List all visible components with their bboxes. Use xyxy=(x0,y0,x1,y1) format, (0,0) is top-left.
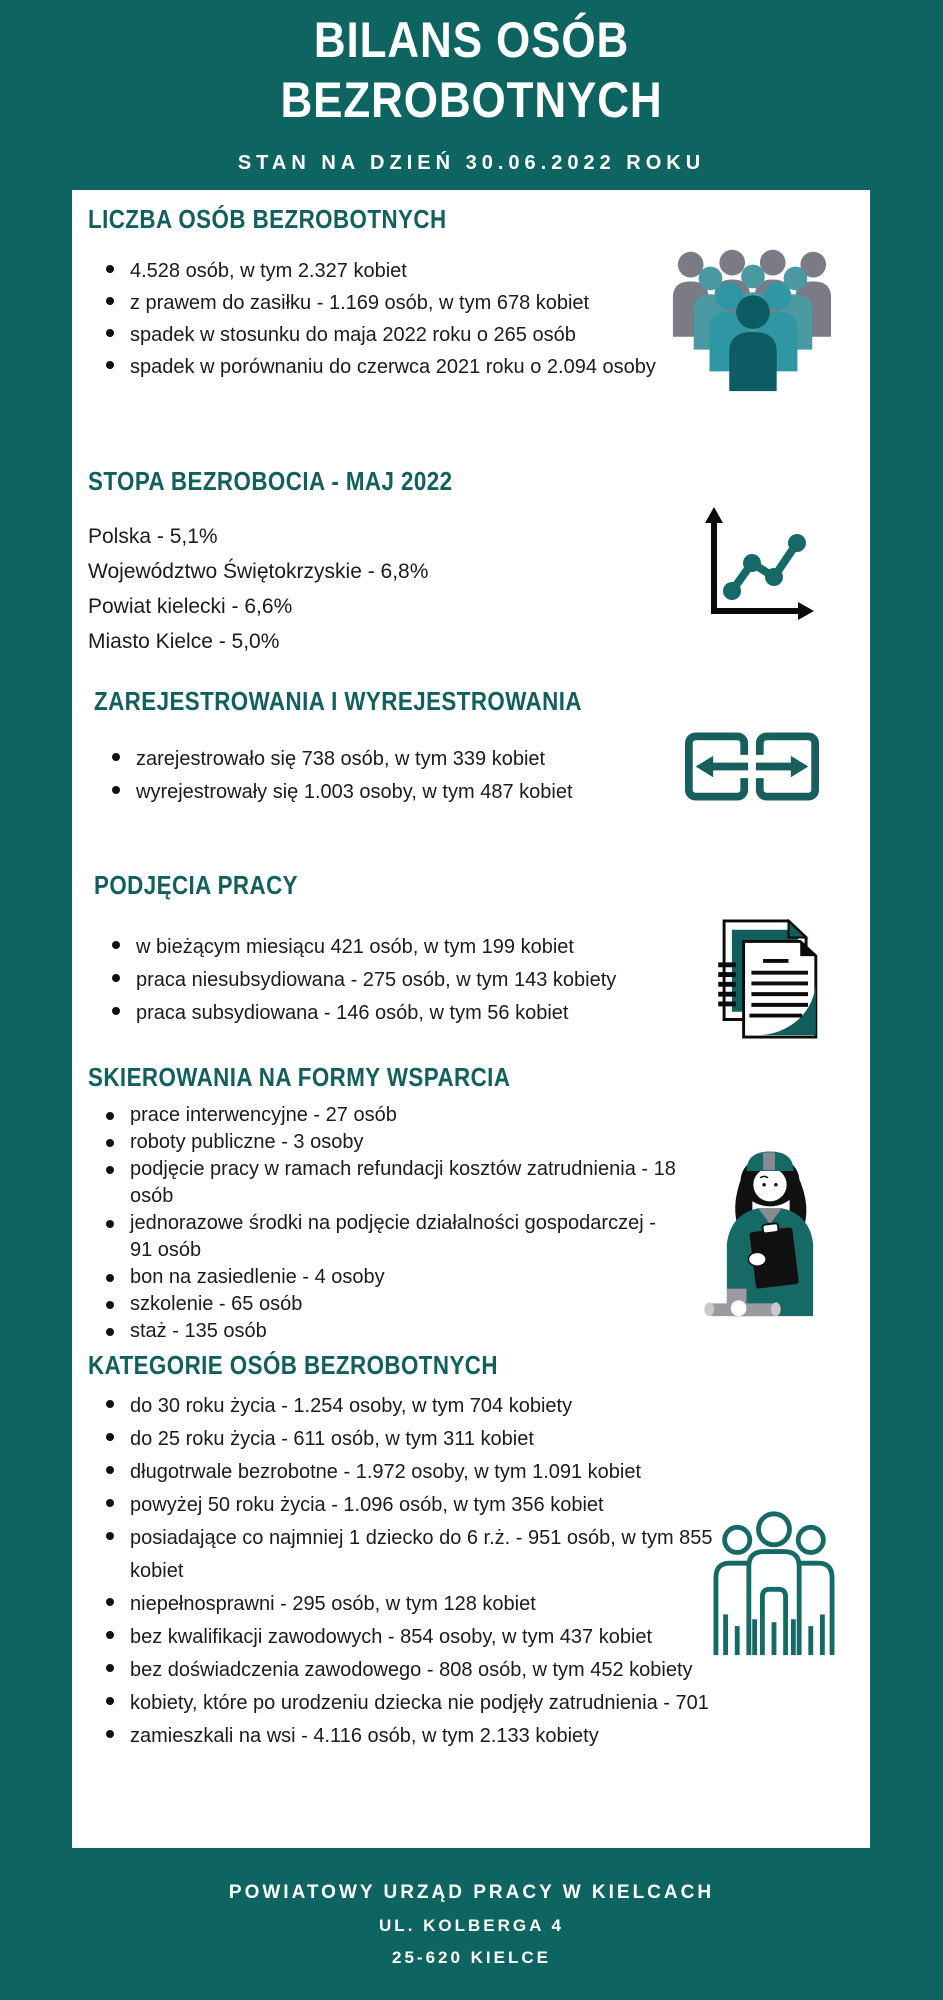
section-liczba-osob xyxy=(88,204,688,383)
team-outline-icon xyxy=(706,1508,842,1658)
header xyxy=(0,0,943,175)
list-item: szkolenie - 65 osób xyxy=(88,1291,678,1318)
list-item: bez doświadczenia zawodowego - 808 osób, w tym 452 kobiety xyxy=(88,1654,736,1687)
page-title-line2: BEZROBOTNYCH xyxy=(280,72,663,128)
list-item: do 25 roku życia - 611 osób, w tym 311 kobiet xyxy=(88,1423,736,1456)
stat-line: Województwo Świętokrzyskie - 6,8% xyxy=(88,560,429,583)
section-title: LICZBA OSÓB BEZROBOTNYCH xyxy=(88,204,447,234)
list-item: do 30 roku życia - 1.254 osoby, w tym 704 kobiety xyxy=(88,1390,736,1423)
list-item: powyżej 50 roku życia - 1.096 osób, w tym 356 kobiet xyxy=(88,1489,736,1522)
documents-icon xyxy=(714,918,822,1040)
stat-line: Powiat kielecki - 6,6% xyxy=(88,595,293,618)
list-item: z prawem do zasiłku - 1.169 osób, w tym 678 kobiet xyxy=(88,287,688,319)
list-item: jednorazowe środki na podjęcie działalności gospodarczej - 91 osób xyxy=(88,1210,678,1264)
list-item: spadek w stosunku do maja 2022 roku o 265 osób xyxy=(88,319,688,351)
list-item: roboty publiczne - 3 osoby xyxy=(88,1129,678,1156)
footer-org-name: POWIATOWY URZĄD PRACY W KIELCACH xyxy=(228,1882,715,1903)
line-chart-icon xyxy=(694,505,816,627)
section-title: KATEGORIE OSÓB BEZROBOTNYCH xyxy=(88,1350,498,1380)
page-title xyxy=(57,10,887,130)
list-item: kobiety, które po urodzeniu dziecka nie podjęły zatrudnienia - 701 xyxy=(88,1687,736,1720)
content-card xyxy=(72,190,870,1848)
list-item: w bieżącym miesiącu 421 osób, w tym 199 kobiet xyxy=(94,931,704,964)
list-item: wyrejestrowały się 1.003 osoby, w tym 487 kobiet xyxy=(94,776,704,809)
section-stopa-bezrobocia xyxy=(88,466,688,659)
list-item: staż - 135 osób xyxy=(88,1318,678,1345)
stat-lines xyxy=(88,519,688,659)
bullet-list xyxy=(94,743,704,809)
list-item: praca niesubsydiowana - 275 osób, w tym 143 kobiety xyxy=(94,964,704,997)
list-item: praca subsydiowana - 146 osób, w tym 56 kobiet xyxy=(94,997,704,1030)
section-title: STOPA BEZROBOCIA - MAJ 2022 xyxy=(88,466,453,496)
list-item: zamieszkali na wsi - 4.116 osób, w tym 2.133 kobiety xyxy=(88,1720,736,1753)
bullet-list xyxy=(94,931,704,1030)
list-item: spadek w porównaniu do czerwca 2021 roku o 2.094 osoby xyxy=(88,351,688,383)
page-subtitle: STAN NA DZIEŃ 30.06.2022 ROKU xyxy=(237,152,706,174)
page-title-line1: BILANS OSÓB xyxy=(313,12,630,68)
stat-line: Polska - 5,1% xyxy=(88,525,218,548)
bullet-list xyxy=(88,255,688,383)
list-item: bon na zasiedlenie - 4 osoby xyxy=(88,1264,678,1291)
list-item: zarejestrowało się 738 osób, w tym 339 kobiet xyxy=(94,743,704,776)
section-kategorie xyxy=(88,1350,736,1753)
section-title: ZAREJESTROWANIA I WYREJESTROWANIA xyxy=(94,686,582,716)
footer-street: UL. KOLBERGA 4 xyxy=(379,1916,564,1935)
list-item: posiadające co najmniej 1 dziecko do 6 r.ż. - 951 osób, w tym 855 kobiet xyxy=(88,1522,736,1588)
section-title: PODJĘCIA PRACY xyxy=(94,870,298,900)
list-item: bez kwalifikacji zawodowych - 854 osoby, w tym 437 kobiet xyxy=(88,1621,736,1654)
bullet-list xyxy=(88,1102,678,1345)
list-item: długotrwale bezrobotne - 1.972 osoby, w tym 1.091 kobiet xyxy=(88,1456,736,1489)
footer-city: 25-620 KIELCE xyxy=(392,1948,551,1967)
section-title: SKIEROWANIA NA FORMY WSPARCIA xyxy=(88,1062,511,1092)
section-podjecia-pracy xyxy=(94,870,704,1030)
people-crowd-icon xyxy=(666,242,834,392)
list-item: 4.528 osób, w tym 2.327 kobiet xyxy=(88,255,688,287)
bullet-list xyxy=(88,1390,736,1753)
list-item: niepełnosprawni - 295 osób, w tym 128 kobiet xyxy=(88,1588,736,1621)
list-item: podjęcie pracy w ramach refundacji kosztów zatrudnienia - 18 osób xyxy=(88,1156,678,1210)
footer xyxy=(0,1848,943,2000)
transfer-arrows-icon xyxy=(684,730,820,804)
worker-woman-illustration xyxy=(700,1124,840,1320)
section-zarejestrowania xyxy=(94,686,704,809)
section-formy-wsparcia xyxy=(88,1062,678,1345)
list-item: prace interwencyjne - 27 osób xyxy=(88,1102,678,1129)
stat-line: Miasto Kielce - 5,0% xyxy=(88,630,280,653)
